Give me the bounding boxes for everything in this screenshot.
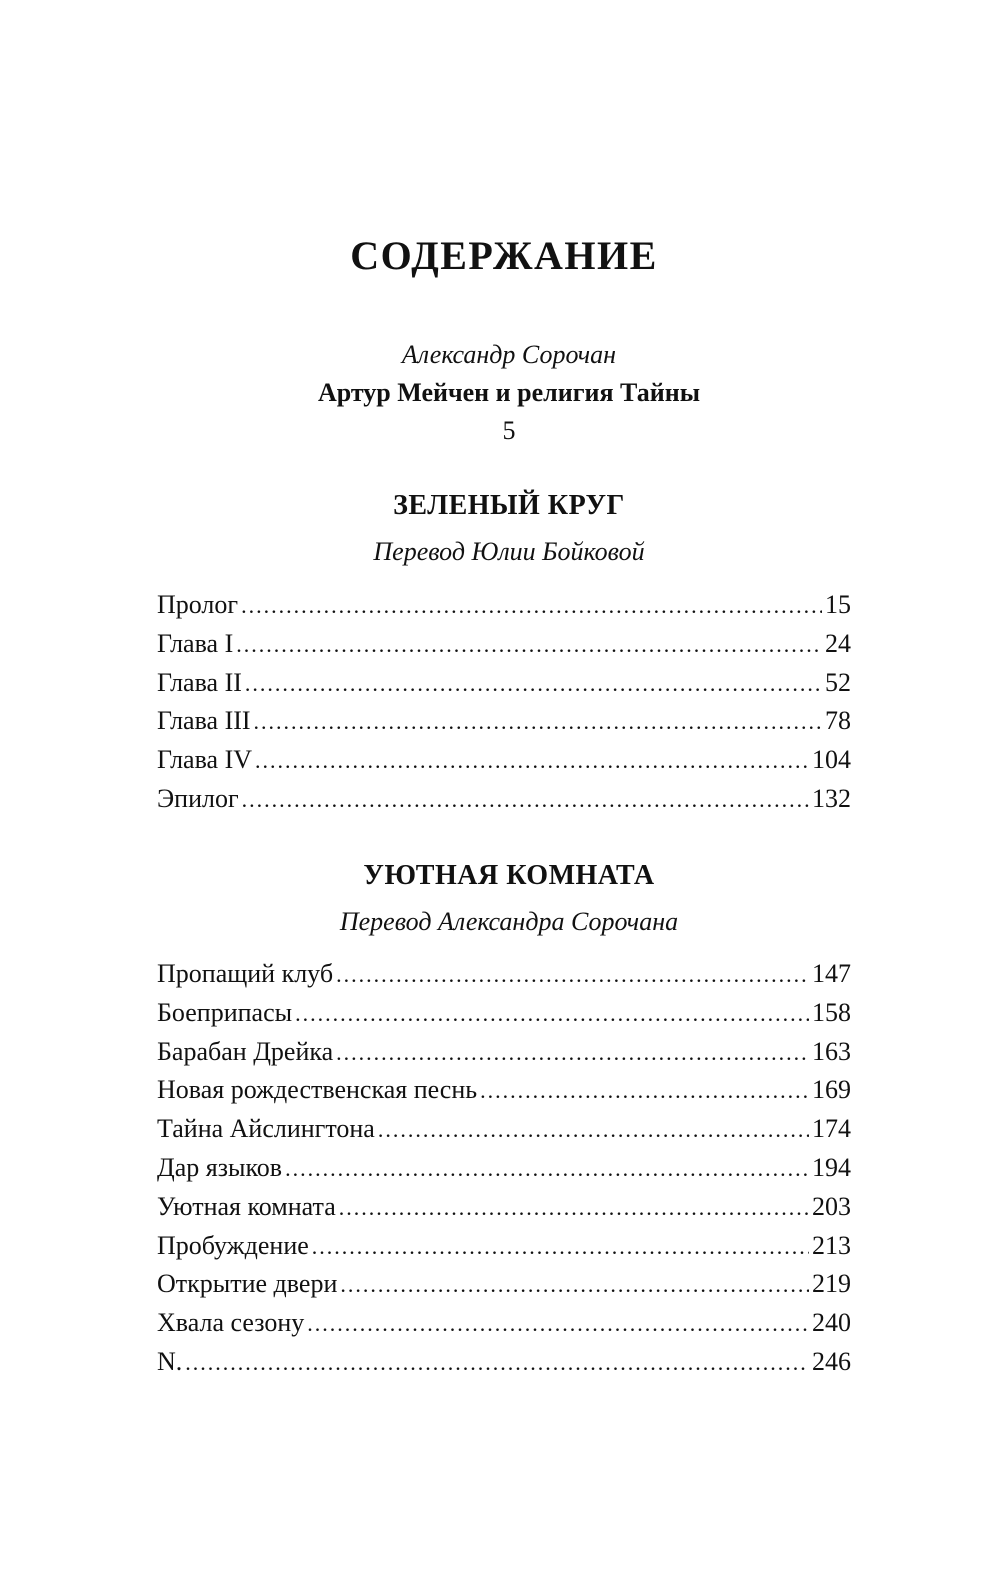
toc-entry-page: 163 xyxy=(812,1036,851,1066)
toc-entry-label: Глава II xyxy=(157,667,242,697)
toc-entry[interactable] xyxy=(157,1071,851,1110)
dot-leader xyxy=(255,742,809,781)
toc-entry-page: 147 xyxy=(812,959,851,988)
toc-entry-page: 24 xyxy=(825,628,851,658)
toc-entry-label: Новая рождественская песнь xyxy=(157,1075,478,1105)
section-title-green-circle: ЗЕЛЕНЫЙ КРУГ xyxy=(393,490,625,521)
toc-entry-page: 169 xyxy=(812,1075,851,1105)
section-title-cosy-room: УЮТНАЯ КОМНАТА xyxy=(363,860,655,891)
dot-leader xyxy=(285,1150,809,1189)
dot-leader xyxy=(295,995,809,1034)
dot-leader xyxy=(242,781,809,820)
toc-entry-label: Пролог xyxy=(157,590,239,619)
dot-leader xyxy=(312,1228,809,1267)
toc-entry-page: 240 xyxy=(812,1308,851,1338)
toc-entry[interactable] xyxy=(157,1343,851,1382)
dot-leader xyxy=(236,626,822,665)
toc-entry[interactable] xyxy=(157,1110,851,1149)
toc-entry[interactable] xyxy=(157,955,851,994)
toc-entry-label: Пропащий клуб xyxy=(157,959,334,988)
toc-entry-label: Боеприпасы xyxy=(157,997,293,1027)
dot-leader xyxy=(339,1189,809,1228)
dot-leader xyxy=(241,587,822,626)
toc-entry[interactable] xyxy=(157,586,851,625)
essay-title: Артур Мейчен и религия Тайны xyxy=(317,378,701,407)
toc-entry[interactable] xyxy=(157,741,851,780)
toc-entry-label: Глава III xyxy=(157,706,251,736)
toc-entry-page: 15 xyxy=(825,590,851,619)
toc-entry-page: 213 xyxy=(812,1230,851,1260)
toc-list-green-circle xyxy=(157,586,851,819)
toc-entry-label: Пробуждение xyxy=(157,1230,309,1260)
toc-entry[interactable] xyxy=(157,780,851,819)
toc-entry-label: Тайна Айслингтона xyxy=(157,1114,375,1144)
dot-leader xyxy=(254,703,822,742)
toc-list-cosy-room xyxy=(157,955,851,1382)
section-translator-cosy-room: Перевод Александра Сорочана xyxy=(339,907,679,936)
dot-leader xyxy=(336,1034,809,1073)
toc-entry-label: N. xyxy=(157,1346,183,1376)
toc-entry[interactable] xyxy=(157,1149,851,1188)
toc-entry-label: Хвала сезону xyxy=(157,1308,305,1338)
dot-leader xyxy=(245,665,822,704)
toc-entry-page: 203 xyxy=(812,1191,851,1221)
toc-entry[interactable] xyxy=(157,1304,851,1343)
toc-entry-page: 104 xyxy=(812,745,851,775)
dot-leader xyxy=(185,1344,809,1383)
toc-entry-page: 78 xyxy=(825,706,851,736)
toc-entry-label: Открытие двери xyxy=(157,1269,338,1299)
dot-leader xyxy=(480,1072,809,1111)
toc-entry-label: Глава I xyxy=(157,628,234,658)
toc-entry[interactable] xyxy=(157,1265,851,1304)
toc-entry-page: 194 xyxy=(812,1152,851,1182)
toc-entry-label: Уютная комната xyxy=(157,1191,336,1221)
toc-entry-label: Эпилог xyxy=(157,783,239,813)
toc-entry-label: Глава IV xyxy=(157,745,252,775)
dot-leader xyxy=(340,1266,809,1305)
toc-entry[interactable] xyxy=(157,1188,851,1227)
toc-entry-page: 158 xyxy=(812,997,851,1027)
toc-entry[interactable] xyxy=(157,1227,851,1266)
toc-entry[interactable] xyxy=(157,664,851,703)
toc-entry[interactable] xyxy=(157,1033,851,1072)
dot-leader xyxy=(336,956,809,995)
intro-essay xyxy=(0,336,1008,450)
essay-page-number: 5 xyxy=(502,416,516,445)
toc-entry-page: 52 xyxy=(825,667,851,697)
section-translator-green-circle: Перевод Юлии Бойковой xyxy=(373,537,645,566)
toc-entry-page: 246 xyxy=(812,1346,851,1376)
toc-entry-page: 174 xyxy=(812,1114,851,1144)
page-title: СОДЕРЖАНИЕ xyxy=(350,233,658,278)
toc-entry-page: 219 xyxy=(812,1269,851,1299)
toc-entry-label: Дар языков xyxy=(157,1152,283,1182)
toc-entry[interactable] xyxy=(157,702,851,741)
essay-author: Александр Сорочан xyxy=(401,340,617,369)
toc-entry-label: Барабан Дрейка xyxy=(157,1036,334,1066)
toc-entry[interactable] xyxy=(157,994,851,1033)
dot-leader xyxy=(378,1111,809,1150)
toc-entry[interactable] xyxy=(157,625,851,664)
toc-entry-page: 132 xyxy=(812,783,851,813)
dot-leader xyxy=(307,1305,809,1344)
